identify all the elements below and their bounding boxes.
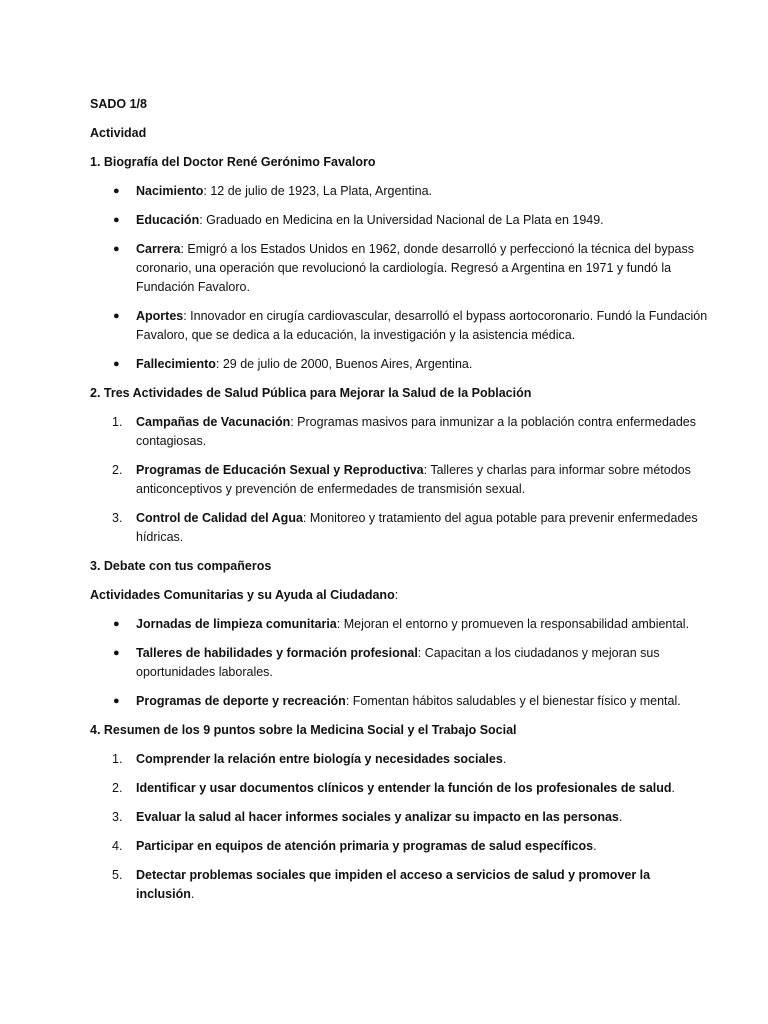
item-text: : Fomentan hábitos saludables y el bienestar físico y mental.	[345, 694, 681, 708]
list-item	[90, 461, 708, 499]
bullet-icon: ●	[113, 243, 120, 255]
item-text: : Mejoran el entorno y promueven la responsabilidad ambiental.	[336, 617, 690, 631]
list-item	[90, 808, 708, 827]
item-text: : Talleres y charlas para informar sobre métodos anticonceptivos y prevención de enfermedades de transmisión sexual.	[136, 463, 691, 496]
item-term: Educación	[136, 213, 200, 227]
item-term: Detectar problemas sociales que impiden el acceso a servicios de salud y promover la inclusión	[136, 868, 651, 901]
bullet-icon: ●	[113, 618, 120, 630]
item-text: : 29 de julio de 2000, Buenos Aires, Argentina.	[215, 357, 473, 371]
bullet-icon: ●	[113, 695, 120, 707]
item-term: Nacimiento	[136, 184, 204, 198]
page-header: SADO 1/8	[90, 97, 147, 111]
item-text: : Innovador en cirugía cardiovascular, desarrolló el bypass aortocoronario. Fundó la Fundación Favaloro, que se dedica a la educación, la investigación y la asistencia médica.	[136, 309, 708, 342]
item-text: : Emigró a los Estados Unidos en 1962, donde desarrolló y perfeccionó la técnica del bypass coronario, una operación que revolucionó la cardiología. Regresó a Argentina en 1971 y fundó la Fundación Favaloro.	[136, 242, 694, 294]
list-item	[90, 866, 708, 904]
item-term: Campañas de Vacunación	[136, 415, 291, 429]
item-text: .	[618, 810, 623, 824]
list-item	[90, 837, 708, 856]
item-text: .	[593, 839, 597, 853]
subtitle-suffix: :	[394, 588, 399, 602]
item-term: Carrera	[136, 242, 181, 256]
item-text: : Graduado en Medicina en la Universidad Nacional de La Plata en 1949.	[199, 213, 604, 227]
item-text: : Capacitan a los ciudadanos y mejoran sus oportunidades laborales.	[136, 646, 660, 679]
item-term: Participar en equipos de atención primaria y programas de salud específicos	[136, 839, 594, 853]
list-number: 5.	[112, 868, 123, 882]
item-text: .	[190, 887, 195, 901]
list-number: 4.	[112, 839, 123, 853]
item-term: Evaluar la salud al hacer informes sociales y analizar su impacto en las personas	[136, 810, 619, 824]
bullet-icon: ●	[113, 310, 120, 322]
item-text: .	[502, 752, 507, 766]
list-item	[90, 240, 708, 297]
item-term: Jornadas de limpieza comunitaria	[136, 617, 337, 631]
section3-subtitle	[90, 586, 708, 605]
list-item	[90, 615, 708, 634]
list-number: 1.	[112, 415, 123, 429]
list-number: 1.	[112, 752, 123, 766]
bullet-icon: ●	[113, 358, 120, 370]
section1-title: 1. Biografía del Doctor René Gerónimo Favaloro	[90, 155, 376, 169]
subtitle-text: Actividades Comunitarias y su Ayuda al Ciudadano	[90, 588, 395, 602]
item-term: Fallecimiento	[136, 357, 216, 371]
list-item	[90, 779, 708, 798]
item-term: Comprender la relación entre biología y necesidades sociales	[136, 752, 503, 766]
list-item	[90, 750, 708, 769]
item-term: Programas de Educación Sexual y Reproductiva	[136, 463, 424, 477]
item-term: Identificar y usar documentos clínicos y entender la función de los profesionales de salud	[136, 781, 672, 795]
section4-title: 4. Resumen de los 9 puntos sobre la Medicina Social y el Trabajo Social	[90, 723, 517, 737]
list-item	[90, 211, 708, 230]
list-item	[90, 644, 708, 682]
section1-list	[90, 182, 708, 374]
list-item	[90, 307, 708, 345]
list-item	[90, 509, 708, 547]
item-term: Programas de deporte y recreación	[136, 694, 346, 708]
bullet-icon: ●	[113, 647, 120, 659]
item-term: Aportes	[136, 309, 184, 323]
list-number: 3.	[112, 511, 123, 525]
bullet-icon: ●	[113, 185, 120, 197]
list-item	[90, 413, 708, 451]
list-item	[90, 692, 708, 711]
section2-title: 2. Tres Actividades de Salud Pública para Mejorar la Salud de la Población	[90, 386, 532, 400]
section2-list	[90, 413, 708, 547]
bullet-icon: ●	[113, 214, 120, 226]
list-item	[90, 182, 708, 201]
list-number: 3.	[112, 810, 123, 824]
item-text: : Monitoreo y tratamiento del agua potable para prevenir enfermedades hídricas.	[136, 511, 698, 544]
item-text: .	[671, 781, 676, 795]
list-number: 2.	[112, 463, 123, 477]
item-text: : Programas masivos para inmunizar a la población contra enfermedades contagiosas.	[136, 415, 696, 448]
section3-title: 3. Debate con tus compañeros	[90, 559, 272, 573]
section4-list	[90, 750, 708, 904]
item-text: : 12 de julio de 1923, La Plata, Argentina.	[203, 184, 433, 198]
section3-list	[90, 615, 708, 711]
list-number: 2.	[112, 781, 123, 795]
item-term: Control de Calidad del Agua	[136, 511, 303, 525]
item-term: Talleres de habilidades y formación profesional	[136, 646, 418, 660]
activity-heading: Actividad	[90, 126, 147, 140]
list-item	[90, 355, 708, 374]
